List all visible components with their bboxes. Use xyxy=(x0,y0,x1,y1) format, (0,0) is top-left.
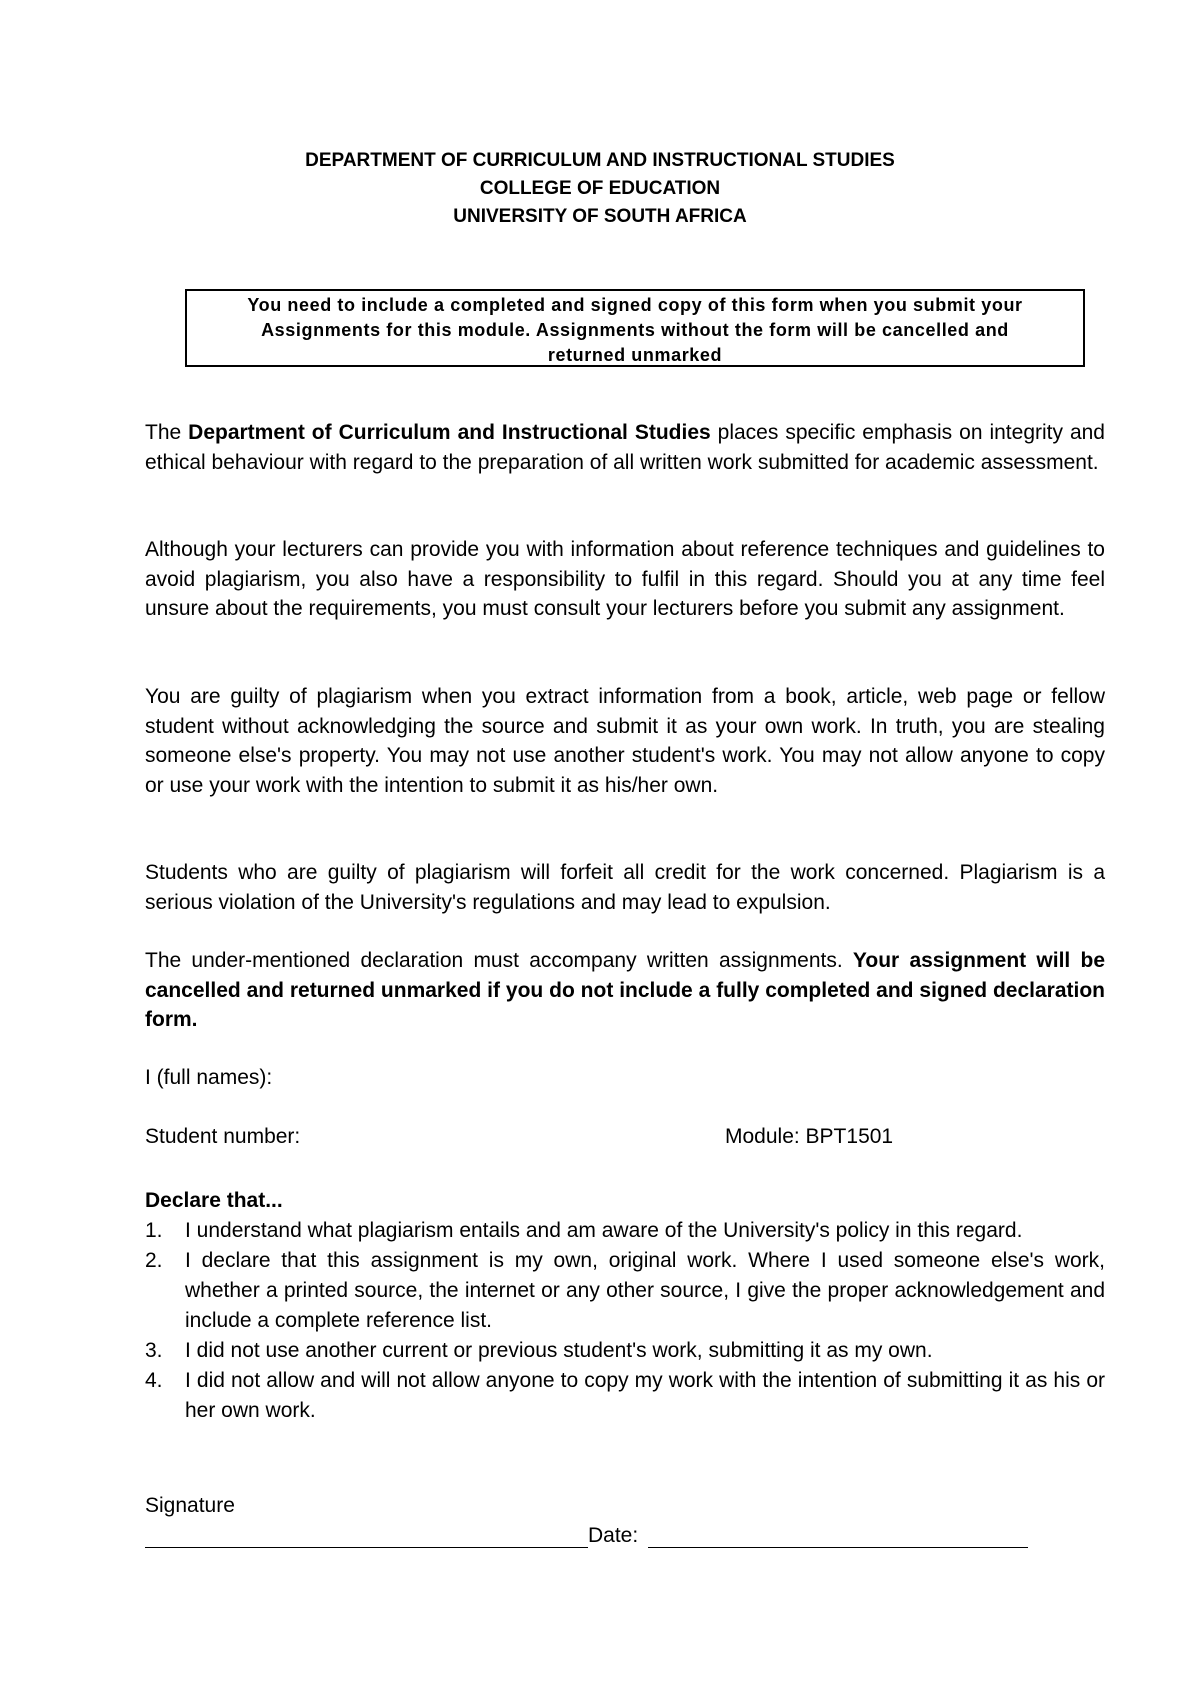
paragraph-integrity-pre: The xyxy=(145,421,189,444)
declaration-item-number: 2. xyxy=(145,1249,163,1272)
paragraph-integrity xyxy=(145,418,1105,477)
date-label: Date: xyxy=(588,1524,639,1547)
declaration-item-text: I did not allow and will not allow anyone to copy my work with the intention of submitting it as his or her own work. xyxy=(185,1369,1105,1422)
declaration-item-number: 3. xyxy=(145,1339,163,1362)
cancellation-warning-bold: Your assignment will be cancelled and returned unmarked if you do not include a fully completed and signed declaration form. xyxy=(145,949,1105,1031)
paragraph-integrity-post: places specific emphasis on integrity and ethical behaviour with regard to the preparation of all written work submitted for academic assessment. xyxy=(145,421,1105,474)
paragraph-requirement-pre: The under-mentioned declaration must accompany written assignments. xyxy=(145,949,853,972)
declaration-item-number: 1. xyxy=(145,1219,163,1242)
notice-line-2: Assignments for this module. Assignments without the form will be cancelled and xyxy=(261,320,1009,340)
paragraph-plagiarism-text: You are guilty of plagiarism when you extract information from a book, article, web page or fellow student without acknowledging the source and submit it as your own work. In truth, you are stealing someone else's property. You may not use another student's work. You may not allow anyone to copy or use your work with the intention to submit it as his/her own. xyxy=(145,685,1105,797)
declaration-list xyxy=(145,1216,1105,1426)
module-code-label: Module: BPT1501 xyxy=(725,1125,894,1148)
signature-line[interactable] xyxy=(145,1547,588,1548)
paragraph-responsibility xyxy=(145,535,1105,624)
declaration-item xyxy=(145,1246,1105,1336)
declaration-item xyxy=(145,1366,1105,1426)
document-header xyxy=(0,147,1200,231)
header-department: DEPARTMENT OF CURRICULUM AND INSTRUCTIONAL STUDIES xyxy=(305,150,895,171)
header-college: COLLEGE OF EDUCATION xyxy=(479,178,721,199)
notice-line-1: You need to include a completed and signed copy of this form when you submit your xyxy=(247,295,1023,315)
declaration-item-text: I did not use another current or previous student's work, submitting it as my own. xyxy=(185,1339,933,1362)
date-line[interactable] xyxy=(648,1547,1028,1548)
department-name-bold: Department of Curriculum and Instructional Studies xyxy=(188,421,711,444)
paragraph-consequences xyxy=(145,858,1105,917)
notice-line-3: returned unmarked xyxy=(547,345,723,365)
paragraph-plagiarism-definition xyxy=(145,682,1105,800)
declaration-item xyxy=(145,1336,1105,1366)
header-university: UNIVERSITY OF SOUTH AFRICA xyxy=(453,206,747,227)
paragraph-responsibility-text: Although your lecturers can provide you with information about reference techniques and guidelines to avoid plagiarism, you also have a responsibility to fulfil in this regard. Should you at any time feel unsure about the requirements, you must consult your lecturers before you submit any assignment. xyxy=(145,538,1105,620)
full-names-field[interactable]: I (full names): xyxy=(145,1066,273,1089)
declaration-heading: Declare that... xyxy=(145,1189,283,1212)
declaration-item xyxy=(145,1216,1105,1246)
signature-label: Signature xyxy=(145,1494,235,1517)
paragraph-declaration-requirement xyxy=(145,946,1105,1035)
submission-notice-box xyxy=(185,289,1085,367)
declaration-item-text: I declare that this assignment is my own, original work. Where I used someone else's work, whether a printed source, the internet or any other source, I give the proper acknowledgement and include a complete reference list. xyxy=(185,1249,1105,1332)
paragraph-consequences-text: Students who are guilty of plagiarism will forfeit all credit for the work concerned. Plagiarism is a serious violation of the University's regulations and may lead to expulsion. xyxy=(145,861,1105,914)
declaration-item-number: 4. xyxy=(145,1369,163,1392)
declaration-item-text: I understand what plagiarism entails and am aware of the University's policy in this regard. xyxy=(185,1219,1023,1242)
student-number-field[interactable]: Student number: xyxy=(145,1125,301,1148)
